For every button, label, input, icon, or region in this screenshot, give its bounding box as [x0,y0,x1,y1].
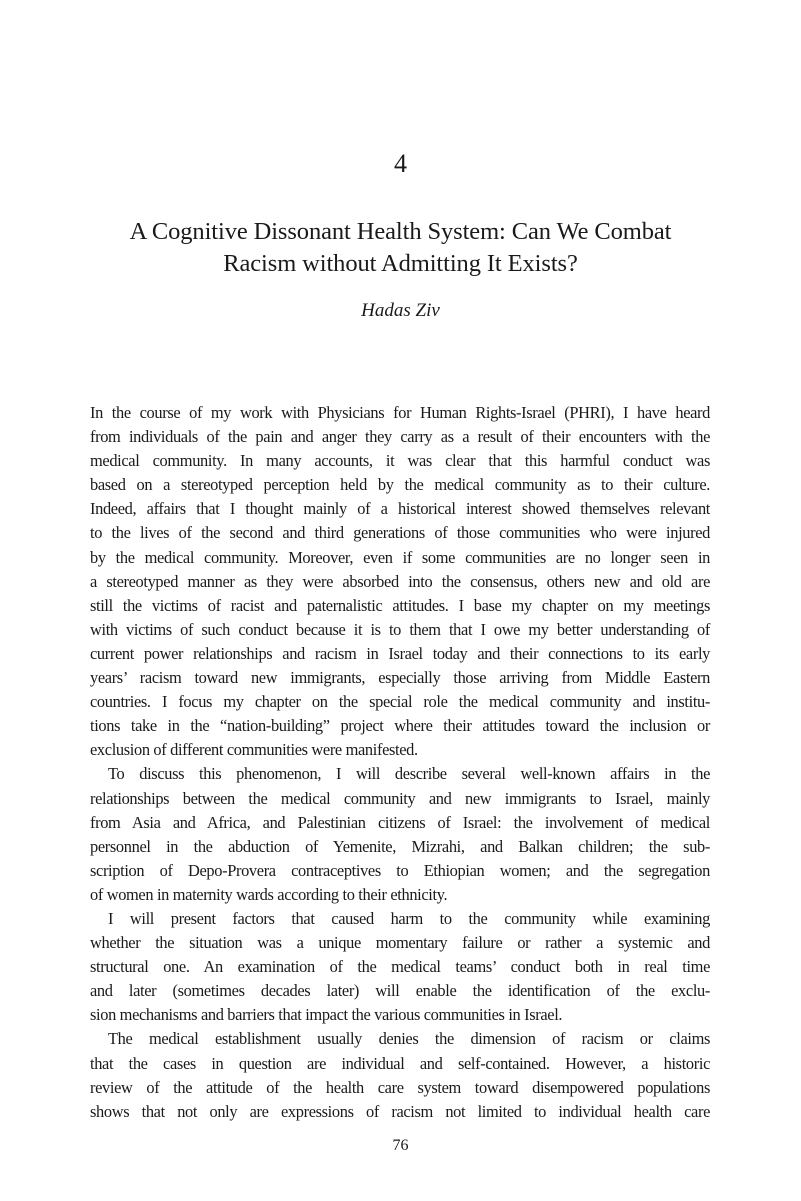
chapter-number: 4 [394,149,407,178]
paragraph-line: and later (sometimes decades later) will enable the identification of the exclu- [90,981,710,1001]
paragraph-line: from Asia and Africa, and Palestinian citizens of Israel: the involvement of medical [90,812,710,832]
paragraph-line: based on a stereotyped perception held by the medical community as to their culture. [90,475,710,495]
paragraph-line: In the course of my work with Physicians for Human Rights-Israel (PHRI), I have heard [90,403,710,422]
paragraph-line: shows that not only are expressions of racism not limited to individual health care [90,1101,710,1121]
paragraph-line: that the cases in question are individual and self-contained. However, a historic [90,1053,710,1073]
paragraph-line: Indeed, affairs that I thought mainly of a historical interest showed themselves relevant [90,499,710,519]
paragraph-line: years’ racism toward new immigrants, especially those arriving from Middle Eastern [90,668,710,688]
paragraph-line: with victims of such conduct because it is to them that I owe my better understanding of [90,619,710,639]
paragraph-line: of women in maternity wards according to their ethnicity. [90,884,448,904]
paragraph-line: whether the situation was a unique momentary failure or rather a systemic and [90,933,710,953]
chapter-body [90,401,710,1124]
paragraph-line: relationships between the medical community and new immigrants to Israel, mainly [90,788,710,808]
paragraph-line: still the victims of racist and paternalistic attitudes. I base my chapter on my meetings [90,595,710,615]
paragraph-line: by the medical community. Moreover, even if some communities are no longer seen in [90,547,710,567]
author-name: Hadas Ziv [361,300,440,321]
paragraph-line: countries. I focus my chapter on the special role the medical community and institu- [90,692,710,712]
paragraph-line: tions take in the “nation-building” project where their attitudes toward the inclusion or [90,716,710,736]
paragraph-line: current power relationships and racism in Israel today and their connections to its early [90,643,710,663]
paragraph-line: personnel in the abduction of Yemenite, Mizrahi, and Balkan children; the sub- [90,836,710,856]
paragraph-line: The medical establishment usually denies the dimension of racism or claims [108,1029,710,1049]
paragraph-line: from individuals of the pain and anger they carry as a result of their encounters with the [90,427,710,447]
chapter-title [100,216,701,280]
chapter-title-line: Racism without Admitting It Exists? [223,250,578,277]
paragraph-line: To discuss this phenomenon, I will describe several well-known affairs in the [108,764,710,784]
paragraph-line: review of the attitude of the health care system toward disempowered populations [90,1077,710,1097]
paragraph-line: scription of Depo-Provera contraceptives to Ethiopian women; and the segregation [90,860,710,880]
chapter-title-line: A Cognitive Dissonant Health System: Can We Combat [129,218,672,245]
paragraph-line: structural one. An examination of the medical teams’ conduct both in real time [90,957,710,977]
paragraph-line: medical community. In many accounts, it was clear that this harmful conduct was [90,451,710,471]
paragraph-line: to the lives of the second and third generations of those communities who were injured [90,523,710,543]
paragraph-line: sion mechanisms and barriers that impact the various communities in Israel. [90,1005,563,1025]
page-number: 76 [392,1137,409,1154]
paragraph-line: exclusion of different communities were manifested. [90,740,418,760]
paragraph-line: a stereotyped manner as they were absorbed into the consensus, others new and old are [90,571,710,591]
paragraph-line: I will present factors that caused harm to the community while examining [108,908,710,928]
